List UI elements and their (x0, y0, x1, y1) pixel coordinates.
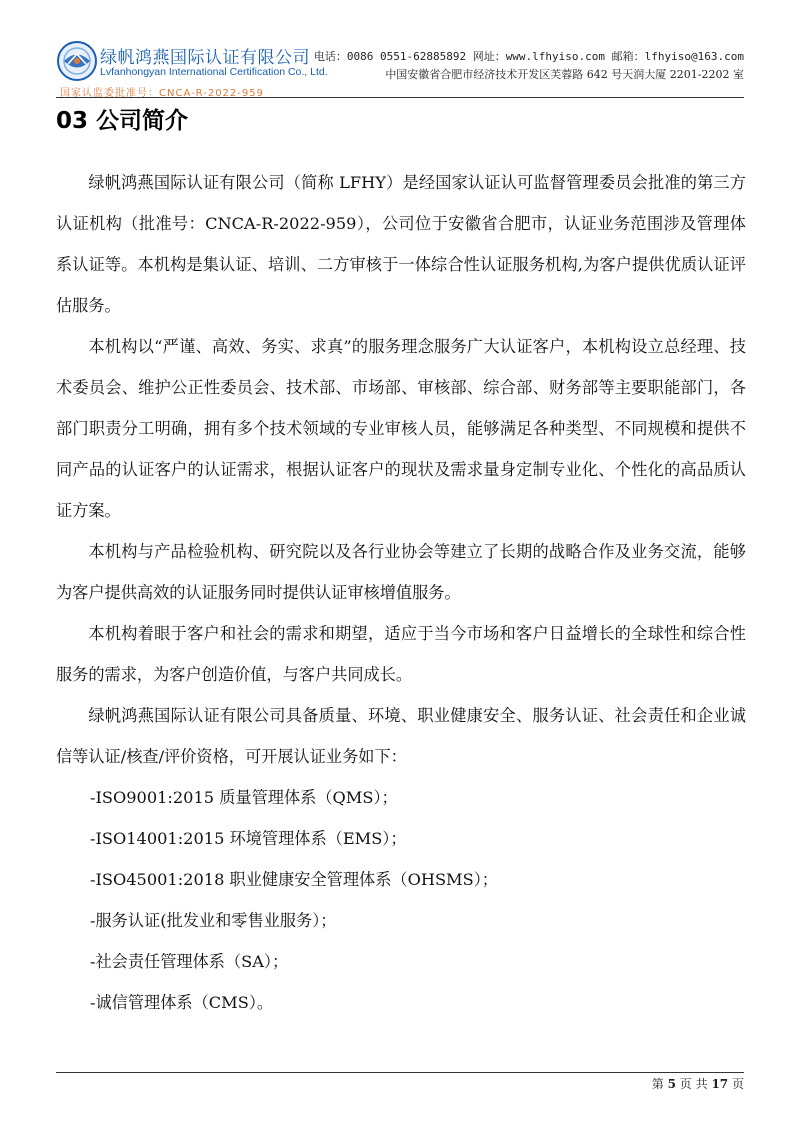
main-content (56, 162, 746, 1023)
contact-info: 电话：0086 0551-62885892 网址：www.lfhyiso.com 邮箱：lfhyiso@163.com (313, 50, 744, 63)
company-name-en: Lvfanhongyan International Certification Co., Ltd. (100, 66, 328, 78)
company-address: 中国安徽省合肥市经济技术开发区芙蓉路 642 号天润大厦 2201-2202 室 (385, 68, 744, 81)
list-item: -ISO45001:2018 职业健康安全管理体系（OHSMS）； (90, 870, 498, 889)
paragraph: 绿帆鸿燕国际认证有限公司（简称 LFHY）是经国家认证认可监督管理委员会批准的第三方认证机构（批准号：CNCA-R-2022-959），公司位于安徽省合肥市，认证业务范围涉及管理体系认证等。本机构是集认证、培训、二方审核于一体综合性认证服务机构,为客户提供优质认证评估服务。 (56, 173, 746, 315)
header-divider (56, 97, 744, 98)
paragraph: 本机构以“严谨、高效、务实、求真”的服务理念服务广大认证客户，本机构设立总经理、技术委员会、维护公正性委员会、技术部、市场部、审核部、综合部、财务部等主要职能部门，各部门职责分工明确，拥有多个技术领域的专业审核人员，能够满足各种类型、不同规模和提供不同产品的认证客户的认证需求，根据认证客户的现状及需求量身定制专业化、个性化的高品质认证方案。 (56, 337, 746, 520)
page-number (652, 1075, 744, 1092)
company-logo-icon (56, 40, 98, 82)
list-item: -诚信管理体系（CMS）。 (90, 993, 274, 1012)
paragraph: 本机构与产品检验机构、研究院以及各行业协会等建立了长期的战略合作及业务交流，能够为客户提供高效的认证服务同时提供认证审核增值服务。 (56, 542, 746, 602)
section-title: 03 公司简介 (56, 108, 189, 134)
page-middle: 页 共 (679, 1077, 708, 1091)
list-item: -ISO14001:2015 环境管理体系（EMS）； (90, 829, 407, 848)
current-page: 5 (667, 1077, 676, 1091)
paragraph: 本机构着眼于客户和社会的需求和期望，适应于当今市场和客户日益增长的全球性和综合性服务的需求，为客户创造价值，与客户共同成长。 (56, 624, 746, 684)
company-name-cn: 绿帆鸿燕国际认证有限公司 (100, 48, 310, 68)
page-suffix: 页 (731, 1077, 744, 1091)
total-pages: 17 (711, 1077, 729, 1091)
list-item: -社会责任管理体系（SA）； (90, 952, 289, 971)
approval-number: 国家认监委批准号：CNCA-R-2022-959 (60, 88, 264, 99)
page-header (0, 0, 794, 100)
list-item: -ISO9001:2015 质量管理体系（QMS）； (90, 788, 398, 807)
paragraph: 绿帆鸿燕国际认证有限公司具备质量、环境、职业健康安全、服务认证、社会责任和企业诚信等认证/核查/评价资格，可开展认证业务如下： (56, 706, 746, 766)
service-list (56, 777, 746, 1023)
page-prefix: 第 (651, 1077, 664, 1091)
list-item: -服务认证(批发业和零售业服务）； (90, 911, 337, 930)
footer-divider (56, 1072, 744, 1073)
